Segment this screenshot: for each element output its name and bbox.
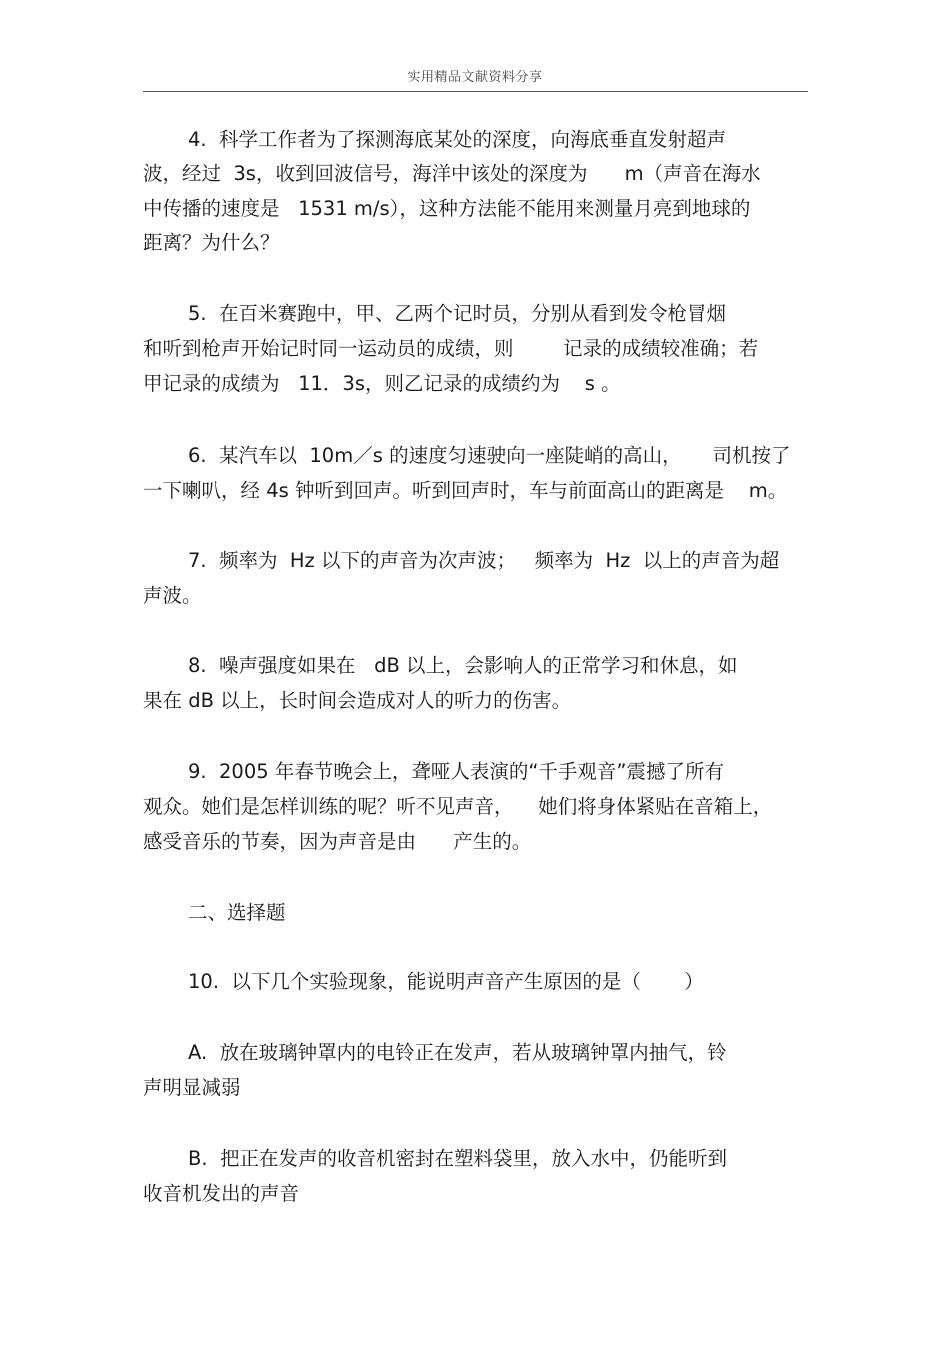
q4-line-1: 4. 科学工作者为了探测海底某处的深度，向海底垂直发射超声 — [188, 128, 727, 151]
option-a-line-2: 声明显减弱 — [143, 1076, 241, 1099]
q5-line-3: 甲记录的成绩为 11．3s，则乙记录的成绩约为 s 。 — [143, 372, 621, 395]
q9-line-1: 9. 2005 年春节晚会上，聋哑人表演的“千手观音”震撼了所有 — [188, 760, 725, 783]
q5-line-2: 和听到枪声开始记时同一运动员的成绩，则 记录的成绩较准确；若 — [143, 337, 759, 360]
q9-line-2: 观众。她们是怎样训练的呢？听不见声音， 她们将身体紧贴在音箱上， — [143, 795, 773, 818]
page-header: 实用精品文献资料分享 — [407, 70, 543, 85]
q10-line: 10. 以下几个实验现象，能说明声音产生原因的是（ ） — [188, 970, 704, 993]
q5-line-1: 5. 在百米赛跑中，甲、乙两个记时员，分别从看到发令枪冒烟 — [188, 302, 727, 325]
header-divider — [143, 91, 808, 92]
q8-line-2: 果在 dB 以上，长时间会造成对人的听力的伤害。 — [143, 689, 572, 712]
section-heading: 二、选择题 — [188, 901, 286, 924]
q4-line-2: 波，经过 3s，收到回波信号，海洋中该处的深度为 m（声音在海水 — [143, 162, 761, 185]
option-b-line-1: B. 把正在发声的收音机密封在塑料袋里，放入水中，仍能听到 — [188, 1147, 727, 1170]
q8-line-1: 8. 噪声强度如果在 dB 以上，会影响人的正常学习和休息，如 — [188, 654, 738, 677]
q6-line-1: 6. 某汽车以 10m／s 的速度匀速驶向一座陡峭的高山， 司机按了 — [188, 444, 791, 467]
q7-line-1: 7. 频率为 Hz 以下的声音为次声波； 频率为 Hz 以上的声音为超 — [188, 549, 780, 572]
option-a-line-1: A. 放在玻璃钟罩内的电铃正在发声，若从玻璃钟罩内抽气，铃 — [188, 1041, 727, 1064]
option-b-line-2: 收音机发出的声音 — [143, 1182, 300, 1205]
q6-line-2: 一下喇叭，经 4s 钟听到回声。听到回声时，车与前面高山的距离是 m。 — [143, 479, 788, 502]
q9-line-3: 感受音乐的节奏，因为声音是由 产生的。 — [143, 830, 532, 853]
q4-line-4: 距离？为什么？ — [143, 231, 280, 254]
q4-line-3: 中传播的速度是 1531 m/s），这种方法能不能用来测量月亮到地球的 — [143, 197, 751, 220]
q7-line-2: 声波。 — [143, 584, 202, 607]
